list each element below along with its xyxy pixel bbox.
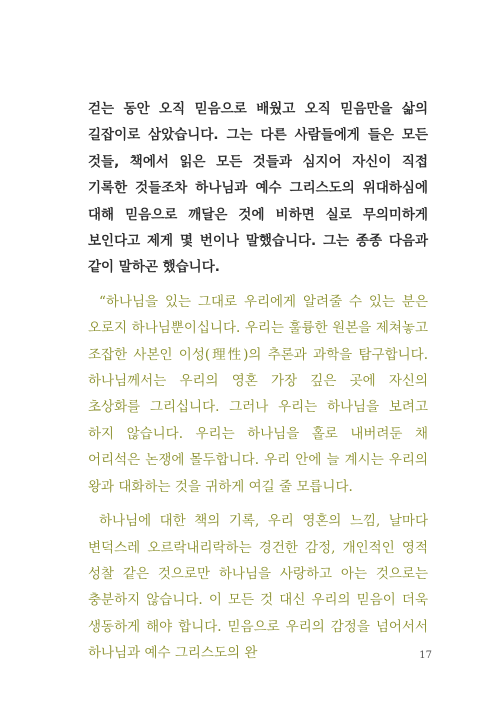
paragraph-2-quote: “하나님을 있는 그대로 우리에게 알려줄 수 있는 분은 오로지 하나님뿐이십니다. 우리는 훌륭한 원본을 제쳐놓고 조잡한 사본인 이성(理性)의 추론과 과학을 탐구합니다. 하나님께서는 우리의 영혼 가장 깊은 곳에 자신의 초상화를 그리십니다. 그러나 우리는 하나님을 보려고 하지 않습니다. 우리는 하나님을 홀로 내버려둔 채 어리석은 논쟁에 몰두합니다. 우리 안에 늘 계시는 우리의 왕과 대화하는 것을 귀하게 여길 줄 모릅니다. [88, 293, 428, 495]
page-number: 17 [419, 650, 432, 661]
body-text [88, 96, 428, 675]
paragraph-1: 걷는 동안 오직 믿음으로 배웠고 오직 믿음만을 삶의 길잡이로 삼았습니다. 그는 다른 사람들에게 들은 모든 것들, 책에서 읽은 모든 것들과 심지어 자신이 직접 기록한 것들조차 하나님과 예수 그리스도의 위대하심에 대해 믿음으로 깨달은 것에 비하면 실로 무의미하게 보인다고 제게 몇 번이나 말했습니다. 그는 종종 다음과 같이 말하곤 했습니다. [88, 101, 428, 276]
paragraph-3-quote: 하나님에 대한 책의 기록, 우리 영혼의 느낌, 날마다 변덕스레 오르락내리락하는 경건한 감정, 개인적인 영적 성찰 같은 것으로만 하나님을 사랑하고 아는 것으로는 충분하지 않습니다. 이 모든 것 대신 우리의 믿음이 더욱 생동하게 해야 합니다. 믿음으로 우리의 감정을 넘어서서 하나님과 예수 그리스도의 완 [88, 513, 428, 662]
